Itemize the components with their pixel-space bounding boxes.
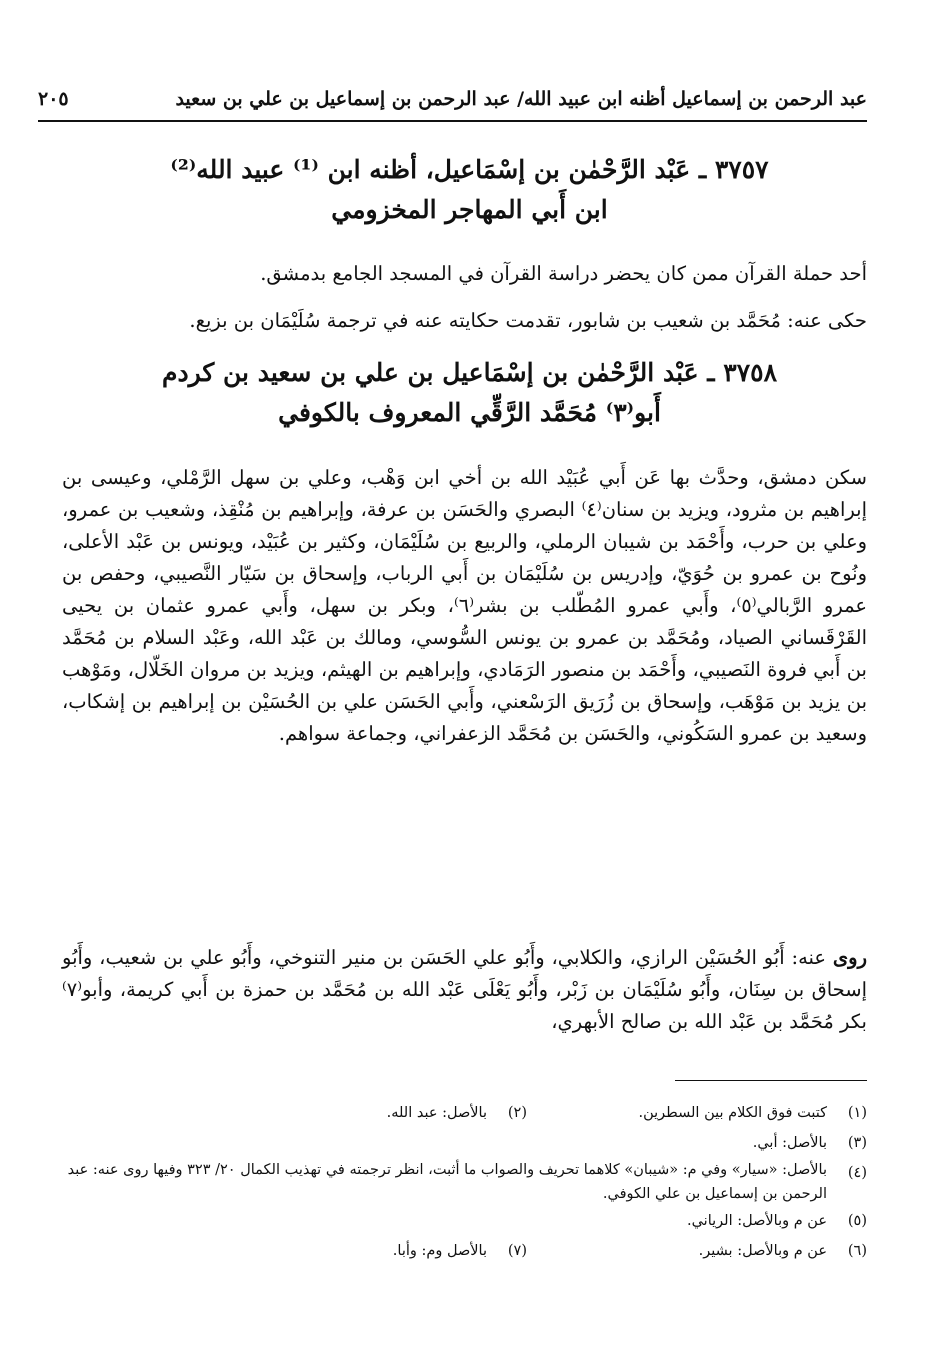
footnote-3-number: (٣)	[847, 1135, 867, 1151]
entry-3757-title-line1: ٣٧٥٧ ـ عَبْد الرَّحْمٰن بن إسْمَاعيل، أظنه ابن ⁽¹⁾ عبيد الله⁽²⁾	[170, 155, 769, 184]
footnote-6-number: (٦)	[847, 1243, 867, 1259]
entry-3758-title	[70, 353, 869, 433]
page-number: ٢٠٥	[38, 88, 69, 110]
footnote-4-number: (٤)	[847, 1165, 867, 1181]
footnote-5-text: عن م وبالأصل: الرياني.	[686, 1213, 827, 1229]
footnote-separator	[675, 1080, 867, 1081]
footnote-row-1	[62, 1098, 867, 1128]
entry-3758-narrators-paragraph	[62, 942, 867, 1038]
footnote-3-text: بالأصل: أبي.	[752, 1135, 827, 1151]
entry-3758-narrators	[62, 942, 867, 1038]
entry-3758-title-line2: أَبو⁽٣⁾ مُحَمَّد الرَّقِّي المعروف بالكوفي	[278, 398, 661, 427]
entry-3757-narrated-by: حكى عنه: مُحَمَّد بن شعيب بن شابور، تقدمت حكايته عنه في ترجمة سُلَيْمَان بن بزيع.	[189, 309, 867, 332]
footnote-7-text: بالأصل وم: وأبا.	[392, 1243, 487, 1259]
footnote-row-6	[62, 1236, 867, 1266]
footnote-1	[639, 1098, 868, 1128]
footnote-row-4	[62, 1158, 867, 1206]
entry-3757-title-line2: ابن أَبي المهاجر المخزومي	[331, 195, 608, 224]
running-header	[38, 86, 867, 122]
footnote-row-5	[62, 1206, 867, 1236]
footnote-1-text: كتبت فوق الكلام بين السطرين.	[638, 1105, 827, 1121]
entry-3757-title	[70, 150, 869, 230]
narrators-text: عنه: أَبُو الحُسَيْن الرازي، والكلابي، وأَبُو علي الحَسَن بن منير التنوخي، وأَبُو علي بن شعيب، وأَبُو إسحاق بن سِنَان، وأَبُو سُلَيْمَان بن زَبْر، وأَبُو يَعْلَى عَبْد الله بن مُحَمَّد بن حمزة بن أَبي كريمة، وأبو⁽٧⁾ بكر مُحَمَّد بن عَبْد الله بن صالح الأبهري،	[62, 946, 867, 1033]
footnotes	[62, 1098, 867, 1266]
footnote-4-text: بالأصل: «سيار» وفي م: «شيبان» كلاهما تحريف والصواب ما أثبت، انظر ترجمته في تهذيب الكمال ٢٠/ ٣٢٣ وفيها روى عنه: عبد الرحمن بن إسماعيل بن علي الكوفي.	[67, 1162, 827, 1202]
footnote-2	[387, 1098, 527, 1128]
entry-3758-title-line1: ٣٧٥٨ ـ عَبْد الرَّحْمٰن بن إسْمَاعيل بن علي بن سعيد بن كردم	[162, 358, 777, 387]
footnote-7-number: (٧)	[507, 1243, 527, 1259]
footnote-3	[753, 1128, 867, 1158]
footnote-row-3	[62, 1128, 867, 1158]
running-title: عبد الرحمن بن إسماعيل أظنه ابن عبيد الله/ عبد الرحمن بن إسماعيل بن علي بن سعيد	[175, 88, 867, 110]
footnote-6	[699, 1236, 867, 1266]
footnote-5	[687, 1206, 867, 1236]
entry-3757-description: أحد حملة القرآن ممن كان يحضر دراسة القرآن في المسجد الجامع بدمشق.	[260, 262, 867, 285]
entry-3758-body	[62, 462, 867, 750]
footnote-6-text: عن م وبالأصل: بشير.	[698, 1243, 827, 1259]
footnote-7	[393, 1236, 527, 1266]
footnote-2-text: بالأصل: عبد الله.	[386, 1105, 487, 1121]
footnote-5-number: (٥)	[847, 1213, 867, 1229]
footnote-2-number: (٢)	[507, 1105, 527, 1121]
footnote-1-number: (١)	[847, 1105, 867, 1121]
entry-3758-teachers-paragraph: سكن دمشق، وحدَّث بها عَن أَبي عُبَيْد الله بن أخي ابن وَهْب، وعلي بن سهل الرَّمْلي، وعيسى بن إبراهيم بن مثرود، ويزيد بن سنان⁽٤⁾ البصري والحَسَن بن عرفة، وإبراهيم بن مُنْقِذ، وشعيب بن عمرو، وعلي بن حرب، وأَحْمَد بن شيبان الرملي، والربيع بن سُلَيْمَان، وكثير بن عُبَيْد، ويونس بن عَبْد الأعلى، ونُوح بن عمرو بن حُوَيّ، وإدريس بن سُلَيْمَان بن أَبي الرباب، وإسحاق بن سَيّار النَّصيبي، وحفص بن عمرو الرَّبالي⁽٥⁾، وأَبي عمرو المُطّلب بن بشر⁽٦⁾، وبكر بن سهل، وأَبي عمرو عثمان بن يحيى القَرْقَساني الصياد، ومُحَمَّد بن عمرو بن يونس السُّوسي، ومالك بن عَبْد الله، وعَبْد السلام بن مُحَمَّد بن أَبي فروة النَصيبي، وأَحْمَد بن منصور الرَمَادي، وإبراهيم بن الهيثم، ويزيد بن مروان الخَلّال، ومَوْهب بن يزيد بن مَوْهَب، وإسحاق بن زُرَيق الرَسْعني، وأَبي الحَسَن علي بن الحُسَيْن بن إبراهيم بن إشكاب، وسعيد بن عمرو السَكُوني، والحَسَن بن مُحَمَّد الزعفراني، وجماعة سواهم.	[62, 466, 867, 745]
narrated-lead-word: روى	[832, 946, 867, 969]
